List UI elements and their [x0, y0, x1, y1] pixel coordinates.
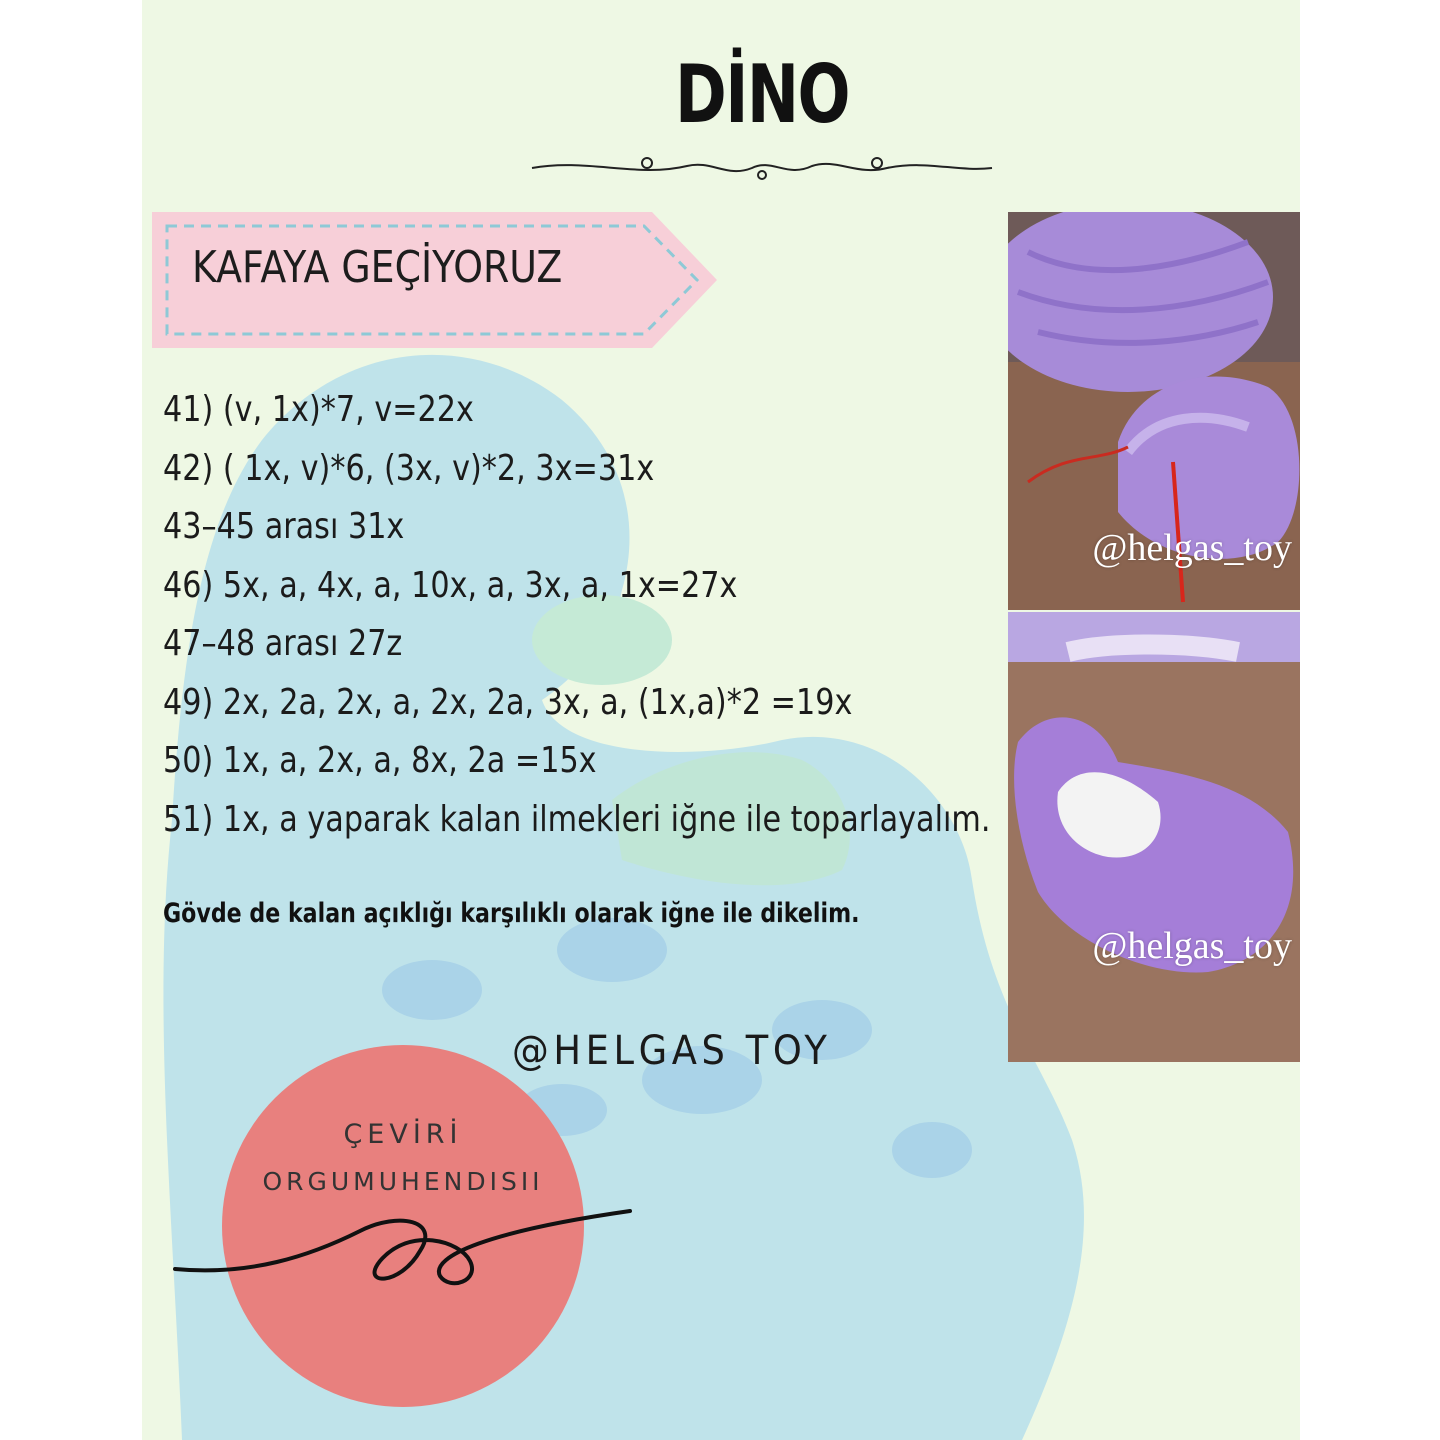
pattern-row: 47–48 arası 27z — [163, 623, 403, 664]
pattern-row: 41) (v, 1x)*7, v=22x — [163, 389, 474, 430]
pattern-rows — [163, 385, 1148, 853]
section-heading: KAFAYA GEÇİYORUZ — [192, 242, 563, 293]
pattern-page — [142, 0, 1300, 1440]
pattern-row: 50) 1x, a, 2x, a, 8x, 2a =15x — [163, 740, 597, 781]
photo-watermark: @helgas_toy — [1092, 527, 1292, 569]
title-divider-ornament — [527, 148, 997, 188]
pattern-row: 49) 2x, 2a, 2x, a, 2x, 2a, 3x, a, (1x,a)*2 =19x — [163, 681, 853, 723]
pattern-row: 46) 5x, a, 4x, a, 10x, a, 3x, a, 1x=27x — [163, 564, 738, 606]
badge-label: ÇEVİRİ — [343, 1119, 463, 1150]
photo-watermark: @helgas_toy — [1092, 925, 1292, 967]
page-title: DİNO — [674, 48, 850, 141]
pattern-row: 51) 1x, a yaparak kalan ilmekleri iğne ile toparlayalım. — [163, 798, 991, 840]
pattern-row: 43–45 arası 31x — [163, 506, 405, 547]
pattern-row: 42) ( 1x, v)*6, (3x, v)*2, 3x=31x — [163, 447, 655, 489]
swirl-ornament — [170, 1201, 640, 1301]
badge-handle: ORGUMUHENDISII — [262, 1167, 544, 1196]
footer-handle: @HELGAS TOY — [512, 1028, 832, 1074]
stuffed-head-photo — [1008, 612, 1300, 1062]
translator-badge — [222, 1045, 584, 1407]
instruction-note: Gövde de kalan açıklığı karşılıklı olarak iğne ile dikelim. — [163, 898, 860, 929]
crochet-head-photo — [1008, 212, 1300, 610]
